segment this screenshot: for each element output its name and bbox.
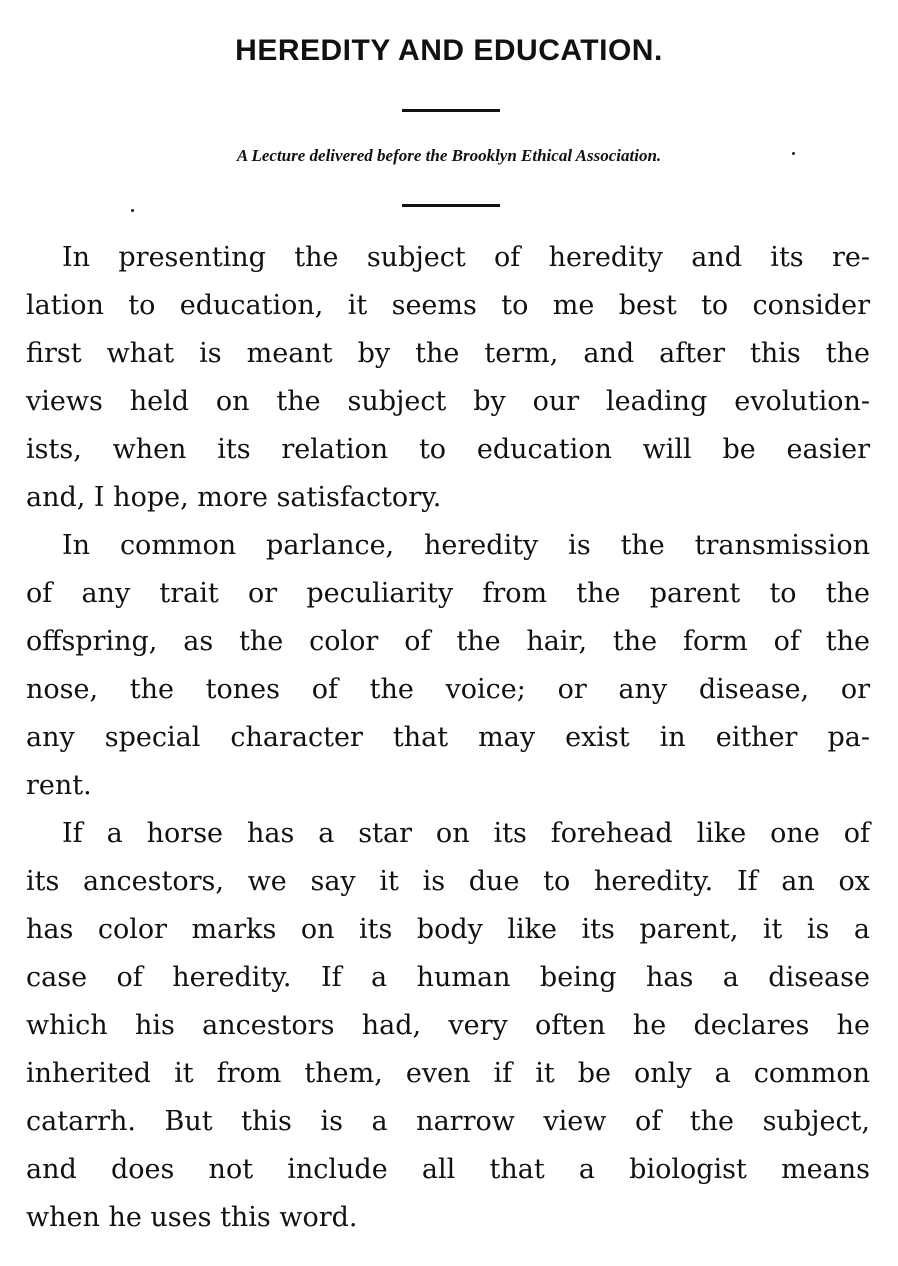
text-line: nose, the tones of the voice; or any disease, or — [26, 674, 870, 705]
title-rule — [402, 109, 500, 112]
text-line: In common parlance, heredity is the transmission — [62, 530, 870, 561]
paragraph — [26, 234, 870, 522]
text-line: first what is meant by the term, and after this the — [26, 338, 870, 369]
text-line: lation to education, it seems to me best to consider — [26, 290, 870, 321]
paragraph — [26, 810, 870, 1242]
text-line: catarrh. But this is a narrow view of the subject, — [26, 1106, 870, 1137]
text-line: ists, when its relation to education will be easier — [26, 434, 870, 465]
text-line: its ancestors, we say it is due to heredity. If an ox — [26, 866, 870, 897]
print-speck — [131, 209, 134, 212]
text-line: of any trait or peculiarity from the parent to the — [26, 578, 870, 609]
body-text — [26, 234, 870, 1242]
text-line: case of heredity. If a human being has a disease — [26, 962, 870, 993]
text-line: and, I hope, more satisfactory. — [26, 482, 442, 513]
paragraph — [26, 522, 870, 810]
text-line: inherited it from them, even if it be only a common — [26, 1058, 870, 1089]
text-line: which his ancestors had, very often he declares he — [26, 1010, 870, 1041]
text-line: any special character that may exist in either pa- — [26, 722, 870, 753]
text-line: and does not include all that a biologist means — [26, 1154, 870, 1185]
lecture-subtitle: A Lecture delivered before the Brooklyn Ethical Association. — [236, 146, 662, 165]
text-line: offspring, as the color of the hair, the form of the — [26, 626, 870, 657]
subtitle-rule — [402, 204, 500, 207]
document-title: HEREDITY AND EDUCATION. — [235, 34, 663, 67]
text-line: If a horse has a star on its forehead like one of — [62, 818, 870, 849]
text-line: In presenting the subject of heredity and its re- — [62, 242, 870, 273]
print-speck — [792, 152, 795, 155]
text-line: views held on the subject by our leading evolution- — [26, 386, 870, 417]
text-line: has color marks on its body like its parent, it is a — [26, 914, 870, 945]
text-line: rent. — [26, 770, 92, 801]
text-line: when he uses this word. — [26, 1202, 358, 1233]
